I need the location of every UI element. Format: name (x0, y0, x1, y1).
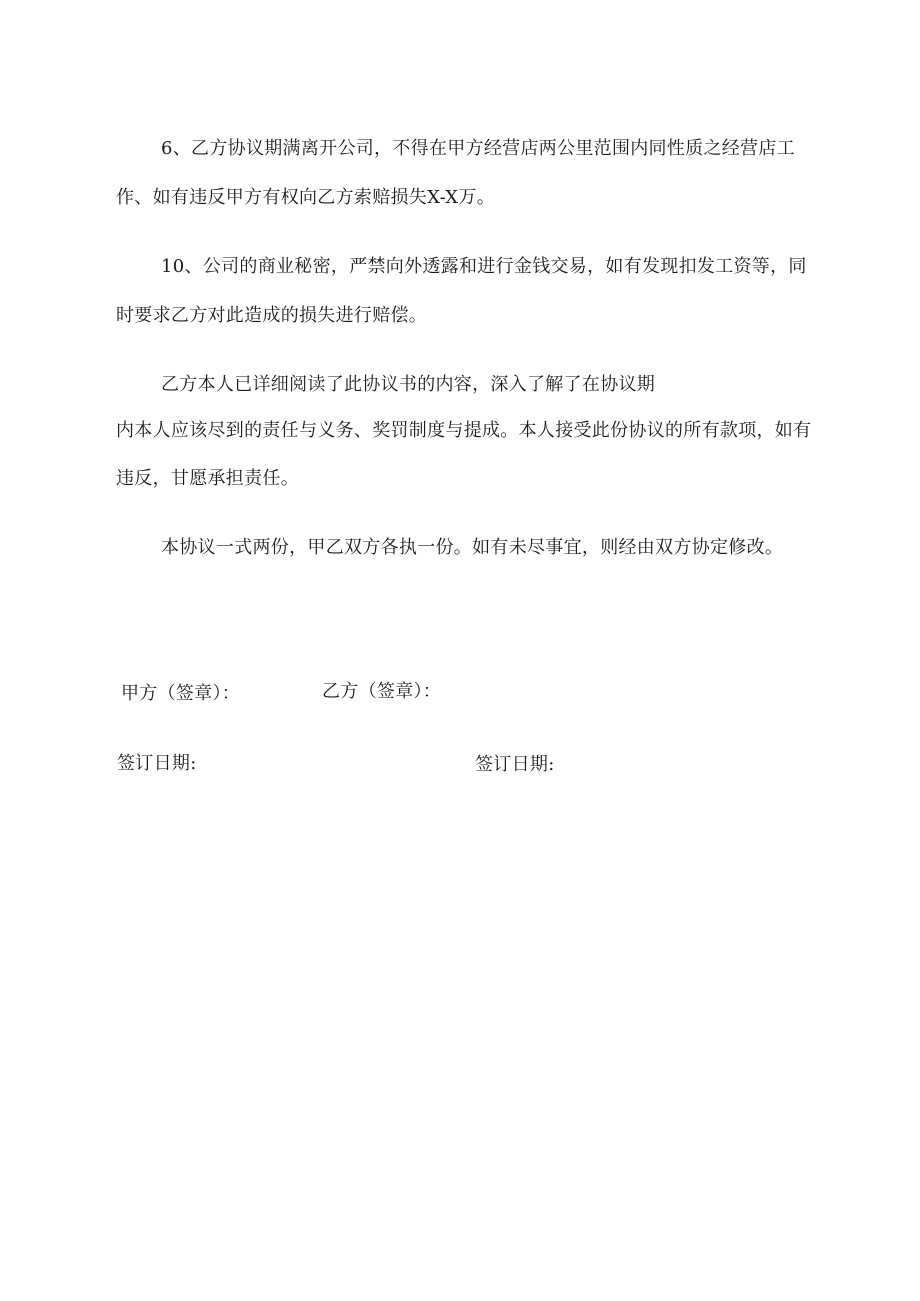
clause-6-line-1: 6、乙方协议期满离开公司，不得在甲方经营店两公里范围内同性质之经营店工 (161, 138, 795, 159)
acknowledgement-line-3: 违反，甘愿承担责任。 (116, 468, 299, 489)
acknowledgement-line-1: 乙方本人已详细阅读了此协议书的内容，深入了解了在协议期 (161, 374, 656, 395)
party-b-signature-label: 乙方（签章）： (322, 681, 442, 702)
copies-clause: 本协议一式两份，甲乙双方各执一份。如有未尽事宜，则经由双方协定修改。 (161, 537, 784, 558)
acknowledgement-line-2: 内本人应该尽到的责任与义务、奖罚制度与提成。本人接受此份协议的所有款项，如有 (116, 420, 812, 441)
clause-10-line-2: 时要求乙方对此造成的损失进行赔偿。 (116, 305, 428, 326)
party-b-date-label: 签订日期: (475, 754, 555, 775)
clause-6-line-2: 作、如有违反甲方有权向乙方索赔损失X-X万。 (116, 187, 496, 208)
clause-10-line-1: 10、公司的商业秘密，严禁向外透露和进行金钱交易，如有发现扣发工资等，同 (161, 256, 807, 277)
party-a-date-label: 签订日期: (117, 753, 197, 774)
party-a-signature-label: 甲方（签章）： (121, 683, 241, 704)
